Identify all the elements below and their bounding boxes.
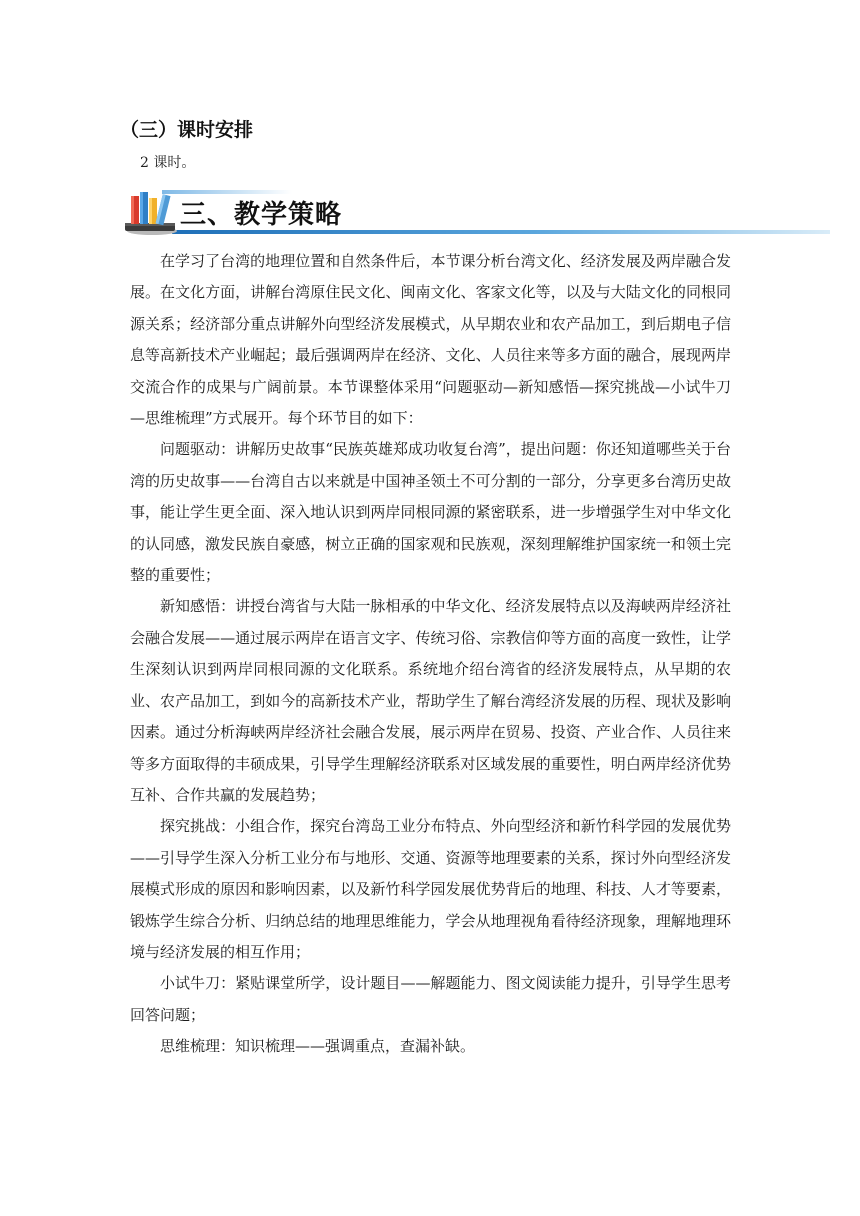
paragraph-inquiry-challenge: 探究挑战：小组合作，探究台湾岛工业分布特点、外向型经济和新竹科学园的发展优势——引导学生深入分析工业分布与地形、交通、资源等地理要素的关系，探讨外向型经济发展模式形成的原因和影响因素，以及新竹科学园发展优势背后的地理、科技、人才等要素，锻炼学生综合分析、归纳总结的地理思维能力，学会从地理视角看待经济现象，理解地理环境与经济发展的相互作用； (130, 817, 731, 961)
paragraph-summary: 思维梳理：知识梳理——强调重点，查漏补缺。 (160, 1037, 476, 1056)
intro-paragraph: 在学习了台湾的地理位置和自然条件后，本节课分析台湾文化、经济发展及两岸融合发展。在文化方面，讲解台湾原住民文化、闽南文化、客家文化等，以及与大陆文化的同根同源关系；经济部分重点讲解外向型经济发展模式，从早期农业和农产品加工，到后期电子信息等高新技术产业崛起；最后强调两岸在经济、文化、人员往来等多方面的融合，展现两岸交流合作的成果与广阔前景。本节课整体采用“问题驱动—新知感悟—探究挑战—小试牛刀—思维梳理”方式展开。每个环节目的如下： (130, 252, 731, 428)
books-icon (122, 186, 178, 236)
paragraph-new-knowledge: 新知感悟：讲授台湾省与大陆一脉相承的中华文化、经济发展特点以及海峡两岸经济社会融合发展——通过展示两岸在语言文字、传统习俗、宗教信仰等方面的高度一致性，让学生深刻认识到两岸同根同源的文化联系。系统地介绍台湾省的经济发展特点，从早期的农业、农产品加工，到如今的高新技术产业，帮助学生了解台湾经济发展的历程、现状及影响因素。通过分析海峡两岸经济社会融合发展，展示两岸在贸易、投资、产业合作、人员往来等多方面取得的丰硕成果，引导学生理解经济联系对区域发展的重要性，明白两岸经济优势互补、合作共赢的发展趋势； (130, 597, 731, 804)
paragraph-problem-driven: 问题驱动：讲解历史故事“民族英雄郑成功收复台湾”，提出问题：你还知道哪些关于台湾的历史故事——台湾自古以来就是中国神圣领土不可分割的一部分，分享更多台湾历史故事，能让学生更全面、深入地认识到两岸同根同源的紧密联系，进一步增强学生对中华文化的认同感，激发民族自豪感，树立正确的国家观和民族观，深刻理解维护国家统一和领土完整的重要性； (130, 440, 731, 585)
subsection-body: 2 课时。 (140, 155, 196, 171)
section-title: 三、教学策略 (180, 200, 343, 230)
subsection-heading: （三）课时安排 (120, 119, 254, 141)
section-banner (122, 182, 830, 238)
paragraph-practice: 小试牛刀：紧贴课堂所学，设计题目——解题能力、图文阅读能力提升，引导学生思考回答问题； (130, 974, 731, 1024)
main-content (130, 246, 731, 1063)
